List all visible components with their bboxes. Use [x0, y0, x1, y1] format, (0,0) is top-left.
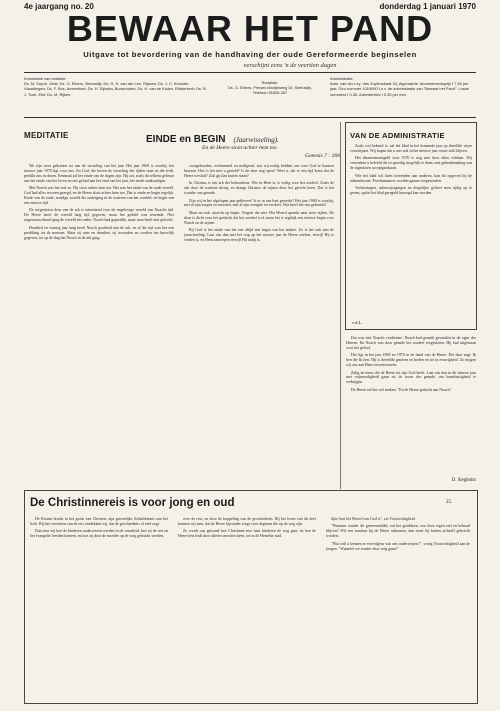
meditatie-paragraph: Bij God is het einde van het ene altijd een begin van het andere. Zo is het ook met de jaarwisseling. Laat ons dan met het oog op het nieuwe jaar de Heere zoeken, terwijl Hij te vinden is, en Hem aanroepen terwijl Hij nabij is.: [184, 227, 334, 242]
administration-info: [330, 76, 476, 97]
administratie-text: [346, 142, 476, 314]
continuation-paragraph: Zalig de mens die de Heere tot zijn God heeft. Laat ons dan in dit nieuwe jaar met vrijmoedigheid gaan tot de troon der genade, om barmhartigheid te verkrijgen.: [346, 369, 476, 385]
issue-number: 4e jaargang no. 20: [24, 2, 94, 11]
christinnereis-column-2: [178, 517, 316, 695]
meditatie-paragraph: De toegesloten deur van de ark is ontzettend voor de ongelovige wereld van Noachs tijd. De Heere heeft de wereld lang tijd gegeven, maar het geduld was teneinde. Niet ongewaarschuwd ging de wereld ten onder. Noach had gepredikt, maar men heeft niet geloofd.: [24, 207, 174, 223]
meditatie-paragraph: Zijn wij in het afgelopen jaar gebleven? Is er in ons hart gewerkt? Het jaar 1969 is voorbij, met al zijn zorgen en moeiten, met al zijn vreugde en verdriet. Wat heeft het ons gebracht?: [184, 197, 334, 208]
meditatie-label: MEDITATIE: [24, 131, 69, 140]
meditatie-paragraph: voorgehouden, welmenend en nodigend, wat wij nodig hebben om voor God te kunnen bestaan. Hoe is het met u gesteld? Is de deur nog open? Weet u, dat er een tijd komt dat de Heere toesluit? Zult gij dan buiten staan?: [184, 164, 334, 178]
meditatie-column-1: [24, 164, 174, 488]
christinnereis-paragraph: "Wanneer zonder dit geneesmiddel, zul het goeddoen, zou deze eigen ziel en behoud blijven? Wil een zondaar bij de Heere uitkomen, dan moet hij buiten zichzelf gebracht worden.: [326, 523, 470, 539]
masthead-tagline: verschijnt eens 'n de veertien dagen: [243, 62, 337, 69]
header-rule: [24, 72, 476, 73]
meditatie-epigraph: En de Heere sloot achter hem toe.: [201, 145, 279, 151]
meditatie-paragraph: Honderd en twintig jaar lang heeft Noach gearbeid aan de ark, en al die tijd was het een prediking tot de mensen. Maar zij aten en dronken, zij trouwden en werden ten huwelijk gegeven, tot op de dag dat Noach in de ark ging.: [24, 224, 174, 240]
christinnereis-column-3: [326, 517, 470, 695]
column-divider: [340, 122, 341, 489]
editorial-committee-title: Kommissie van redaktie:: [24, 76, 67, 81]
administration-info-title: Administratie:: [330, 76, 354, 81]
christinnereis-column-1: [30, 517, 168, 695]
meditatie-continuation: [346, 336, 476, 476]
christinnereis-paragraph: De Kennis bracht in het gezin van Christen, zijn geestelijke Schriftkennis aan het licht. Bij het overlezen van de reis ontdekken wij, dat de geschiedenis al veel zegt.: [30, 517, 168, 526]
meditatie-title: EINDE en BEGIN: [146, 134, 226, 145]
administratie-title: VAN DE ADMINISTRATIE: [350, 131, 445, 140]
christinnereis-paragraph: over de reis, en door de koppeling van de geschiedenis. Bij het lezen van dit deel kunnen wij zien, dat de Heere bijzonder zorgt voor degenen die op de weg zijn.: [178, 517, 316, 526]
administration-info-text: Adm. van der Ley, Van Zuylenstraat 34, Algeraarde. Abonnementsprijs f 7,50 per jaar. Giro-nummer 1019000 t.n.v. de administratie van "Bewaar het Pand". Losse nummers f 0,35. Advertenties f 0,35 per mm.: [330, 81, 469, 97]
christinnereis-paragraph: "Wat wilt u kennen er vervolgens van ons onderwijzen?", vroeg Voorzichtigheid aan de jongen. "Wannéér we zonder deze weg gaan?": [326, 540, 470, 551]
editorial-address-title: Redaktie:: [261, 80, 279, 85]
christinnereis-number: 25.: [446, 500, 453, 505]
christinnereis-paragraph: Dan zien wij hoe de kinderen onderwezen werden in de waarheid, hoe zij de wet en het evangelie leerden kennen, en hoe zij door de moeder op de weg gebracht werden.: [30, 528, 168, 539]
continuation-paragraph: Dat was niet Noachs verdienste. Noach had genade gevonden in de ogen des Heeren. En Noach was door genade het oordeel toegesloten. Hij had uitgestaan voor het geloof.: [346, 336, 476, 350]
meditatie-title-note: (Jaarwisseling).: [233, 136, 279, 144]
continuation-paragraph: De Heere zal het wel maken: "En de Heere gedacht aan Noach.": [351, 386, 453, 392]
christinnereis-paragraph: lijke hart het Woord van God is", zei Voorzichtigheid.: [331, 517, 416, 521]
editorial-committee-text: Ds. M. Dupré, Zeist; Ds. G. Elbers, Sleeuwijk; Ds. H. H. van der Lee, Rijssen; Ds. J. C. Klooster, Vlaardingen; Ds. F. Bos, Amersfoort; Ds. H. Dijkstra, Bunschoten; Ds. H. van de Kuilen, Ridderkerk; Ds. R. J. Tuck, Elst; Ds. M. Rijken.: [24, 81, 207, 97]
info-rule: [24, 117, 476, 118]
administratie-paragraph: Het abonnementsgeld voor 1970 is nog niet door allen voldaan. Wij verzoeken u beleefd dit zo spoedig mogelijk te doen, met gebruikmaking van de ingesloten acceptgirokaart.: [350, 155, 472, 171]
editorial-address: [222, 80, 318, 96]
issue-date: donderdag 1 januari 1970: [379, 2, 476, 11]
continuation-paragraph: Het ligt in het jaar 1969 en 1970 in de hand van de Heere. Die daar zegt: Ik ben die Ik ben. Hij is dezelfde gisteren en heden en tot in eeuwigheid. Zo mogen wij ons aan Hem toevertrouwen.: [346, 352, 476, 368]
editorial-address-text: Ds. G. Elbers, Prinses Marijkeweg 15, Sleeuwijk, Telefoon 01835-357: [227, 85, 313, 96]
meditatie-paragraph: We zijn weer gekomen tot aan de wisseling van het jaar. Het jaar 1969 is voorbij, het nieuwe jaar 1970 ligt voor ons. En God, die boven de wisseling der tijden staat en die leidt, predikt ons in dezen. Eenmaal zal het einde van de dagen zijn. Hij zal, zoals dit telkens gebeurt aan het einde van het leven en ons geluid aan het eind van het jaar, het einde aankondigen.: [24, 164, 174, 183]
masthead-subtitle: Uitgave tot bevordering van de handhaving der oude Gereformeerde beginselen: [83, 50, 417, 59]
editorial-committee: [24, 76, 210, 97]
meditatie-signature: D. Siegbotm: [451, 478, 476, 483]
administratie-paragraph: Wie het blad wil laten toezenden aan anderen, kan dit opgeven bij de administratie. Proefnummers worden gaarne toegezonden.: [350, 172, 472, 183]
christinnereis-paragraph: Zo wordt ons getoond hoe Christinne met haar kinderen de weg gaat, en hoe de Heere hen leidt door allerlei moeiten heen, tot in de Hemelse stad.: [178, 528, 316, 539]
meditatie-reference: Genesis 7 : 16b: [305, 153, 340, 159]
administratie-paragraph: Verhuizingen, adreswijzigingen en dergelijke gelieve men tijdig op te geven, opdat het blad geregeld bezorgd kan worden.: [350, 184, 472, 195]
masthead-title: BEWAAR HET PAND: [66, 8, 434, 49]
meditatie-paragraph: Met Noach was het ook zo. Hij sloot achter hem toe. Het was het einde van de oude wereld. God had alles tevoren gezegd, en de Heere sloot achter hem toe. Dat is einde en begin tegelijk. Einde van de oude, zondige wereld die onderging in de wateren van het oordeel, en begin van een nieuwe tijd.: [24, 185, 174, 206]
meditatie-column-2: [184, 164, 334, 488]
administratie-box: [345, 122, 477, 330]
administratie-paragraph: Zoals wel bekend is, zal het blad in het komende jaar op dezelfde wijze verschijnen. Wij hopen dat u ons ook in het nieuwe jaar trouw zult blijven.: [350, 143, 472, 153]
administratie-signature: v.d.L.: [352, 320, 363, 325]
christinnereis-title: De Christinnereis is voor jong en oud: [30, 497, 235, 509]
meditatie-paragraph: Maar nu ook: uitzicht op begin. Vergeet dat niet. Het Woord spreekt naar twee zijden. De deur is dicht voor het geslacht dat het oordeel trof, maar het is tegelijk een nieuwe begin voor Noach en de zijnen.: [184, 209, 334, 225]
meditatie-paragraph: In Christus is een ark der behoudenis. Wie in Hem is, is veilig voor het oordeel. Zoals de ark door de wateren droeg, zo draagt Christus de zijnen door het gericht heen. Dat is het wonder van genade.: [184, 180, 334, 196]
